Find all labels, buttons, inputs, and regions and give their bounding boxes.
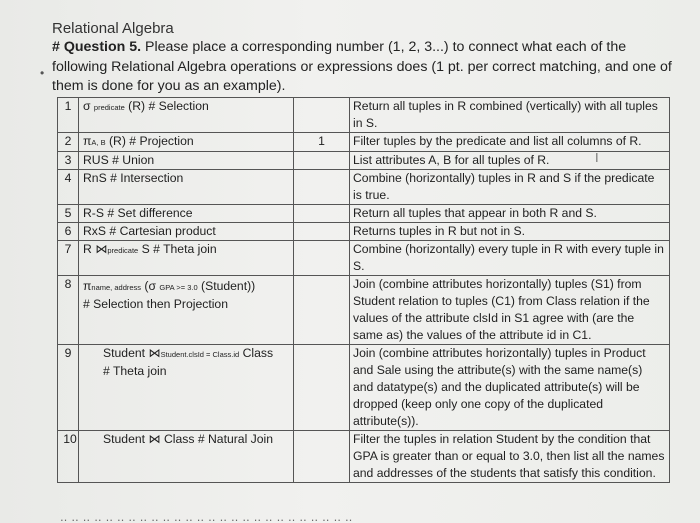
answer-cell[interactable] bbox=[294, 241, 350, 276]
row-number: 4 bbox=[58, 170, 79, 205]
answer-cell[interactable] bbox=[294, 98, 350, 133]
row-number: 5 bbox=[58, 205, 79, 223]
page-heading: Relational Algebra bbox=[52, 20, 174, 37]
row-number: 1 bbox=[58, 98, 79, 133]
cut-off-text-strip: ‥ ‥ ‥ ‥ ‥ ‥ ‥ ‥ ‥ ‥ ‥ ‥ ‥ ‥ ‥ ‥ ‥ ‥ ‥ ‥ ‥ ‥ ‥ ‥ ‥ ‥ bbox=[60, 512, 353, 523]
operation-cell: R-S # Set difference bbox=[79, 205, 294, 223]
operation-cell: RUS # Union bbox=[79, 152, 294, 170]
answer-cell[interactable] bbox=[294, 345, 350, 431]
answer-cell[interactable] bbox=[294, 170, 350, 205]
description-cell: Return all tuples in R combined (vertically) with all tuples in S. bbox=[350, 98, 670, 133]
row-number: 7 bbox=[58, 241, 79, 276]
operation-cell: πA, B (R) # Projection bbox=[79, 133, 294, 152]
description-cell: Join (combine attributes horizontally) tuples (S1) from Student relation to tuples (C1) from Class relation if the values of the attribute clsId in S1 agree with (are the same as) the values of the attribute id in C1. bbox=[350, 276, 670, 345]
table-row bbox=[58, 170, 670, 205]
bullet-marker: • bbox=[40, 66, 45, 80]
question-number: # Question 5. bbox=[52, 39, 142, 55]
answer-cell[interactable] bbox=[294, 276, 350, 345]
operation-cell: RxS # Cartesian product bbox=[79, 223, 294, 241]
matching-table bbox=[57, 97, 670, 483]
description-cell: List attributes A, B for all tuples of R. bbox=[350, 152, 670, 170]
table-row bbox=[58, 152, 670, 170]
answer-cell[interactable] bbox=[294, 205, 350, 223]
table-row bbox=[58, 241, 670, 276]
answer-cell[interactable] bbox=[294, 152, 350, 170]
question-text bbox=[52, 38, 682, 97]
answer-cell[interactable] bbox=[294, 431, 350, 483]
table-row bbox=[58, 431, 670, 483]
description-cell: Returns tuples in R but not in S. bbox=[350, 223, 670, 241]
row-number: 9 bbox=[58, 345, 79, 431]
answer-cell[interactable] bbox=[294, 223, 350, 241]
answer-cell[interactable]: 1 bbox=[294, 133, 350, 152]
description-cell: Filter the tuples in relation Student by the condition that GPA is greater than or equal to 3.0, then list all the names and addresses of the students that satisfy this condition. bbox=[350, 431, 670, 483]
row-number: 2 bbox=[58, 133, 79, 152]
operation-cell: σ predicate (R) # Selection bbox=[79, 98, 294, 133]
description-cell: Return all tuples that appear in both R and S. bbox=[350, 205, 670, 223]
operation-cell: R ⋈predicate S # Theta join bbox=[79, 241, 294, 276]
question-body: Please place a corresponding number (1, 2, 3...) to connect what each of the following Relational Algebra operations or expressions does (1 pt. per correct matching, and one of them is done for you as an example). bbox=[52, 39, 672, 94]
table-row bbox=[58, 345, 670, 431]
text-cursor-icon: I bbox=[595, 150, 599, 165]
row-number: 3 bbox=[58, 152, 79, 170]
table-row bbox=[58, 223, 670, 241]
row-number: 6 bbox=[58, 223, 79, 241]
row-number: 10 bbox=[58, 431, 79, 483]
table-row bbox=[58, 205, 670, 223]
table-row bbox=[58, 98, 670, 133]
row-number: 8 bbox=[58, 276, 79, 345]
operation-cell: πname, address (σ GPA >= 3.0 (Student)) # Selection then Projection bbox=[79, 276, 294, 345]
description-cell: Join (combine attributes horizontally) tuples in Product and Sale using the attribute(s) with the same name(s) and datatype(s) and the duplicated attribute(s) will be dropped (keep only one copy of the duplicated attribute(s)). bbox=[350, 345, 670, 431]
description-cell: Filter tuples by the predicate and list all columns of R. bbox=[350, 133, 670, 152]
operation-cell: RnS # Intersection bbox=[79, 170, 294, 205]
table-row bbox=[58, 133, 670, 152]
description-cell: Combine (horizontally) tuples in R and S if the predicate is true. bbox=[350, 170, 670, 205]
operation-cell: Student ⋈ Class # Natural Join bbox=[79, 431, 294, 483]
description-cell: Combine (horizontally) every tuple in R with every tuple in S. bbox=[350, 241, 670, 276]
table-row bbox=[58, 276, 670, 345]
operation-cell: Student ⋈Student.clsId = Class.id Class # Theta join bbox=[79, 345, 294, 431]
